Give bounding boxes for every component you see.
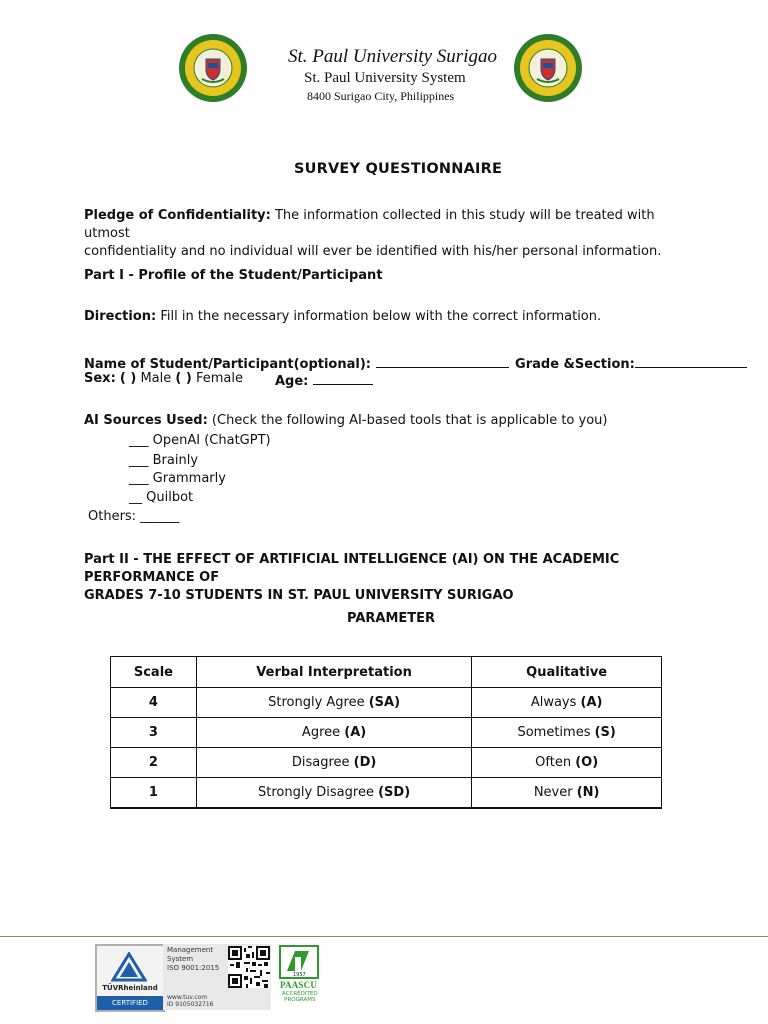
direction-line bbox=[84, 309, 601, 324]
tuv-certification-badge bbox=[95, 944, 165, 1012]
age-blank[interactable] bbox=[313, 371, 373, 385]
verbal-text: Disagree bbox=[291, 755, 354, 770]
pledge-text-2: confidentiality and no individual will ever be identified with his/her personal information. bbox=[84, 244, 662, 259]
verbal-code: (SA) bbox=[368, 695, 401, 710]
pledge-label: Pledge of Confidentiality: bbox=[84, 208, 271, 223]
verbal-cell bbox=[196, 748, 471, 778]
direction-text: Fill in the necessary information below with the correct information. bbox=[156, 309, 602, 324]
ai-option[interactable]: ___ OpenAI (ChatGPT) bbox=[129, 433, 271, 448]
verbal-code: (D) bbox=[353, 755, 377, 770]
verbal-text: Strongly Agree bbox=[268, 695, 369, 710]
qualitative-cell bbox=[472, 778, 662, 809]
paascu-year: 1957 bbox=[293, 972, 306, 978]
table-header-row bbox=[111, 657, 662, 688]
tuv-id: ID 9105032716 bbox=[167, 1001, 214, 1008]
part2-heading bbox=[84, 551, 724, 605]
part2-heading-line-1: Part II - THE EFFECT OF ARTIFICIAL INTELLIGENCE (AI) ON THE ACADEMIC PERFORMANCE OF bbox=[84, 552, 620, 585]
ai-sources-line bbox=[84, 413, 607, 428]
scale-cell: 1 bbox=[111, 778, 197, 809]
name-blank[interactable] bbox=[376, 354, 509, 368]
university-system: St. Paul University System bbox=[304, 70, 466, 86]
qualitative-text: Sometimes bbox=[517, 725, 595, 740]
others-field[interactable]: Others: ______ bbox=[88, 509, 180, 524]
table-row bbox=[111, 688, 662, 718]
verbal-cell bbox=[196, 778, 471, 809]
sex-age-row bbox=[84, 371, 243, 386]
direction-label: Direction: bbox=[84, 309, 157, 324]
table-header-cell: Scale bbox=[111, 657, 197, 688]
ai-option[interactable]: __ Quilbot bbox=[129, 490, 194, 505]
tuv-certified-label: CERTIFIED bbox=[97, 996, 163, 1010]
part1-heading: Part I - Profile of the Student/Participant bbox=[84, 268, 383, 283]
mgmt-line-1: Management bbox=[167, 946, 214, 954]
qualitative-cell bbox=[472, 718, 662, 748]
parameter-heading: PARAMETER bbox=[347, 611, 436, 626]
mgmt-line-2: System bbox=[167, 955, 194, 963]
table-header-cell: Verbal Interpretation bbox=[196, 657, 471, 688]
part2-heading-line-2: GRADES 7-10 STUDENTS IN ST. PAUL UNIVERSITY SURIGAO bbox=[84, 588, 514, 603]
paascu-sub-2: PROGRAMS bbox=[284, 997, 316, 1003]
pledge-text-1: The information collected in this study will be treated with utmost bbox=[84, 208, 655, 241]
university-name: St. Paul University Surigao bbox=[288, 46, 497, 67]
verbal-cell bbox=[196, 688, 471, 718]
document-title: SURVEY QUESTIONNAIRE bbox=[294, 161, 503, 177]
ai-option[interactable]: ___ Brainly bbox=[129, 453, 199, 468]
paascu-name: PAASCU bbox=[280, 980, 318, 990]
qualitative-code: (S) bbox=[594, 725, 616, 740]
name-field-row bbox=[84, 354, 747, 372]
paascu-subtitle bbox=[282, 991, 318, 1003]
qualitative-cell bbox=[472, 748, 662, 778]
qualitative-text: Always bbox=[530, 695, 581, 710]
ai-option[interactable]: ___ Grammarly bbox=[129, 471, 226, 486]
ai-sources-label: AI Sources Used: bbox=[84, 413, 208, 428]
table-header-cell: Qualitative bbox=[472, 657, 662, 688]
university-seal-right bbox=[513, 33, 583, 103]
tuv-name: TÜVRheinland bbox=[102, 984, 158, 992]
qualitative-code: (A) bbox=[580, 695, 603, 710]
qualitative-code: (N) bbox=[576, 785, 600, 800]
verbal-text: Agree bbox=[301, 725, 345, 740]
parameter-table bbox=[110, 656, 662, 809]
male-label: Male bbox=[136, 371, 176, 386]
qualitative-text: Often bbox=[535, 755, 576, 770]
paascu-sub-1: ACCREDITED bbox=[282, 991, 318, 997]
management-system-text bbox=[167, 946, 219, 973]
age-label: Age: bbox=[275, 374, 309, 389]
pledge-paragraph bbox=[84, 207, 684, 261]
scale-cell: 4 bbox=[111, 688, 197, 718]
university-seal-left bbox=[178, 33, 248, 103]
verbal-cell bbox=[196, 718, 471, 748]
university-address: 8400 Surigao City, Philippines bbox=[307, 89, 455, 103]
qr-code-icon bbox=[228, 946, 270, 988]
male-checkbox[interactable]: ( ) bbox=[119, 371, 137, 386]
female-label: Female bbox=[191, 371, 243, 386]
name-label: Name of Student/Participant(optional): bbox=[84, 357, 371, 372]
verbal-code: (A) bbox=[344, 725, 367, 740]
female-checkbox[interactable]: ( ) bbox=[175, 371, 192, 386]
scale-cell: 3 bbox=[111, 718, 197, 748]
qualitative-code: (O) bbox=[575, 755, 599, 770]
tuv-url-block bbox=[167, 994, 213, 1008]
grade-label: Grade &Section: bbox=[515, 357, 635, 372]
sex-label: Sex: bbox=[84, 371, 116, 386]
tuv-url: www.tuv.com bbox=[167, 994, 208, 1001]
verbal-code: (SD) bbox=[378, 785, 411, 800]
table-row bbox=[111, 748, 662, 778]
scale-cell: 2 bbox=[111, 748, 197, 778]
table-row bbox=[111, 778, 662, 809]
qualitative-text: Never bbox=[533, 785, 577, 800]
grade-blank[interactable] bbox=[635, 354, 747, 368]
age-field bbox=[275, 371, 373, 389]
footer-divider bbox=[0, 936, 768, 937]
tuv-triangle-icon bbox=[111, 952, 147, 982]
mgmt-line-3: ISO 9001:2015 bbox=[167, 964, 220, 972]
verbal-text: Strongly Disagree bbox=[258, 785, 379, 800]
qualitative-cell bbox=[472, 688, 662, 718]
ai-sources-text: (Check the following AI-based tools that is applicable to you) bbox=[207, 413, 608, 428]
table-row bbox=[111, 718, 662, 748]
